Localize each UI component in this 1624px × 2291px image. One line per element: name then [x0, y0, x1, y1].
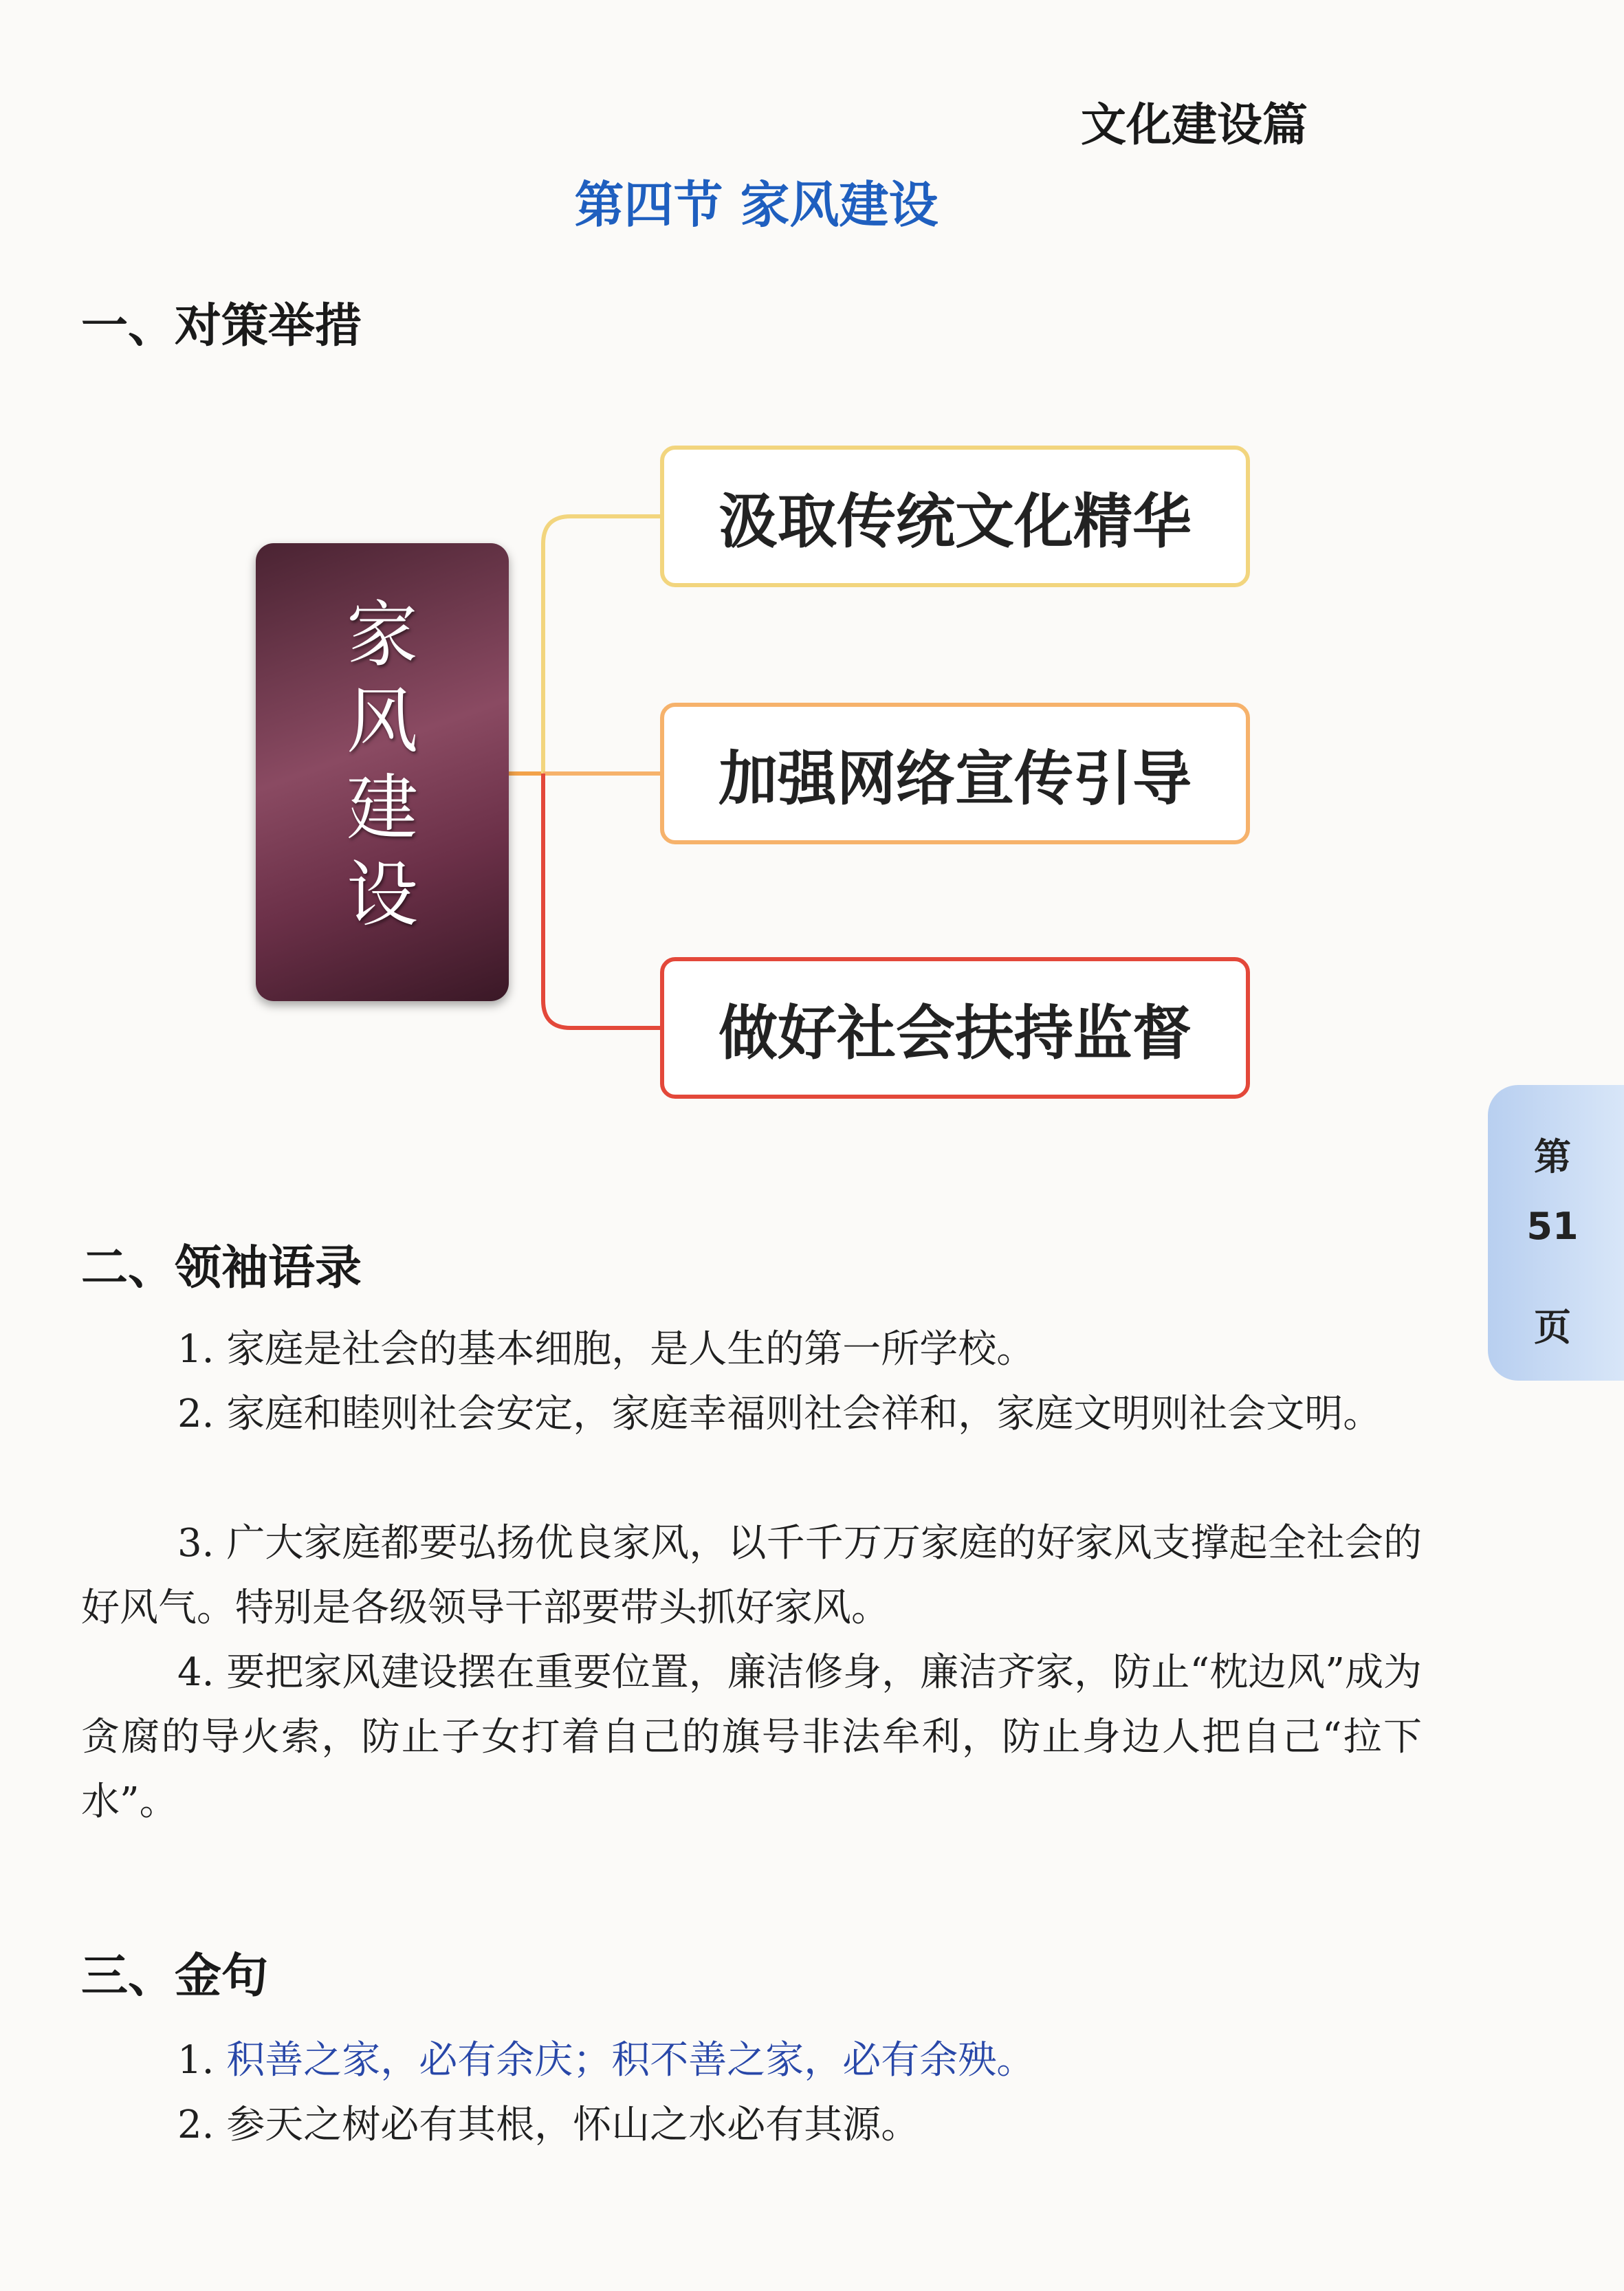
- golden-sentence-1-number: 1.: [177, 2038, 227, 2083]
- page-number: 51: [1526, 1205, 1579, 1248]
- section-title: 第四节 家风建设: [574, 176, 939, 234]
- heading-golden-sentences: 三、金句: [81, 1949, 269, 2004]
- golden-sentence-2: [81, 2093, 1422, 2158]
- page-tab-label-1: 第: [1534, 1135, 1571, 1179]
- golden-sentence-1: [81, 2028, 1422, 2093]
- quote-item-4: 4. 要把家风建设摆在重要位置，廉洁修身，廉洁齐家，防止“枕边风”成为贪腐的导火索，防止子女打着自己的旗号非法牟利，防止身边人把自己“拉下水”。: [81, 1650, 1422, 1824]
- quote-item-2: 2. 家庭和睦则社会安定，家庭幸福则社会祥和，家庭文明则社会文明。: [177, 1392, 1382, 1436]
- mind-map-branch-2: 加强网络宣传引导: [660, 703, 1250, 844]
- heading-countermeasures: 一、对策举措: [81, 299, 362, 353]
- quote-item-3: 3. 广大家庭都要弘扬优良家风，以千千万万家庭的好家风支撑起全社会的好风气。特别是各级领导干部要带头抓好家风。: [81, 1521, 1422, 1630]
- golden-sentence-1-text: 积善之家，必有余庆；积不善之家，必有余殃。: [226, 2038, 1035, 2083]
- page-category-header: 文化建设篇: [1081, 98, 1308, 151]
- mind-map-branch-1: 汲取传统文化精华: [660, 446, 1250, 587]
- golden-sentence-2-number: 2.: [177, 2103, 227, 2147]
- golden-sentence-2-text: 参天之树必有其根，怀山之水必有其源。: [226, 2103, 920, 2147]
- mind-map-branch-3: 做好社会扶持监督: [660, 957, 1250, 1099]
- mind-map-center-label: 家 风 建 设: [346, 593, 418, 936]
- quote-item-1: 1. 家庭是社会的基本细胞，是人生的第一所学校。: [177, 1327, 1035, 1372]
- page-tab-label-3: 页: [1534, 1306, 1571, 1349]
- heading-leader-quotes: 二、领袖语录: [81, 1241, 362, 1295]
